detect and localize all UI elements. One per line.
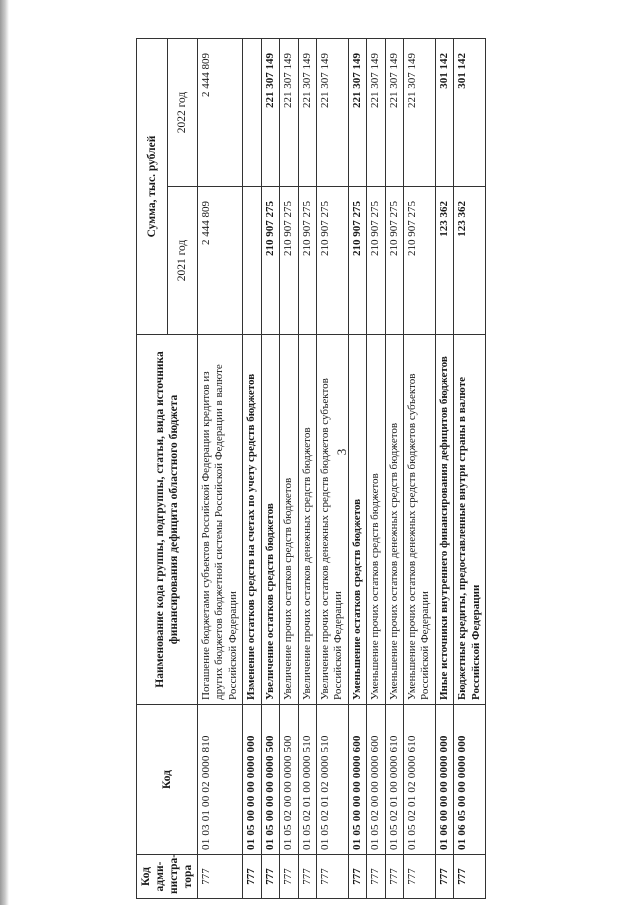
cell-name: Увеличение прочих остатков денежных средств бюджетов — [298, 335, 316, 705]
cell-name: Изменение остатков средств на счетах по учету средств бюджетов — [243, 335, 261, 705]
cell-2022: 221 307 149 — [280, 39, 298, 187]
cell-2021: 210 907 275 — [385, 187, 403, 335]
cell-2022: 301 142 — [435, 39, 453, 187]
table-row — [403, 39, 435, 899]
cell-admin-code: 777 — [261, 855, 279, 899]
header-admin-code: Код адми-нистра-тора — [137, 855, 198, 899]
cell-2021: 2 444 809 — [198, 187, 243, 335]
cell-name: Иные источники внутреннего финансирования дефицитов бюджетов — [435, 335, 453, 705]
cell-code: 01 05 02 01 00 0000 610 — [385, 705, 403, 855]
cell-code: 01 05 00 00 00 0000 000 — [243, 705, 261, 855]
header-name: Наименование кода группы, подгруппы, статьи, вида источника финансирования дефицита областного бюджета — [137, 335, 198, 705]
header-sum: Сумма, тыс. рублей — [137, 39, 168, 335]
cell-name: Увеличение прочих остатков средств бюджетов — [280, 335, 298, 705]
cell-admin-code: 777 — [348, 855, 366, 899]
cell-name: Уменьшение прочих остатков средств бюджетов — [367, 335, 385, 705]
cell-code: 01 05 02 01 02 0000 510 — [316, 705, 348, 855]
table-row — [261, 39, 279, 899]
cell-2021: 210 907 275 — [403, 187, 435, 335]
cell-admin-code: 777 — [367, 855, 385, 899]
table-row — [280, 39, 298, 899]
cell-2022: 2 444 809 — [198, 39, 243, 187]
cell-2021: 210 907 275 — [367, 187, 385, 335]
table-row — [454, 39, 486, 899]
header-code: Код — [137, 705, 198, 855]
table-row — [316, 39, 348, 899]
table-row — [298, 39, 316, 899]
scan-binding-edge — [0, 0, 9, 905]
cell-code: 01 03 01 00 02 0000 810 — [198, 705, 243, 855]
cell-2022: 221 307 149 — [348, 39, 366, 187]
table-row — [385, 39, 403, 899]
cell-name: Уменьшение прочих остатков денежных средств бюджетов — [385, 335, 403, 705]
cell-2022: 221 307 149 — [367, 39, 385, 187]
cell-admin-code: 777 — [403, 855, 435, 899]
financing-sources-table — [136, 38, 486, 899]
cell-code: 01 05 00 00 00 0000 500 — [261, 705, 279, 855]
header-year-2022: 2022 год — [167, 39, 198, 187]
cell-admin-code: 777 — [198, 855, 243, 899]
table-row — [367, 39, 385, 899]
cell-2021: 123 362 — [454, 187, 486, 335]
cell-2022: 221 307 149 — [316, 39, 348, 187]
cell-2021: 210 907 275 — [316, 187, 348, 335]
cell-admin-code: 777 — [454, 855, 486, 899]
table-row — [243, 39, 261, 899]
page-number: 3 — [334, 448, 349, 456]
cell-code: 01 06 00 00 00 0000 000 — [435, 705, 453, 855]
table-row — [435, 39, 453, 899]
cell-2021: 210 907 275 — [280, 187, 298, 335]
table-row — [348, 39, 366, 899]
cell-name: Увеличение прочих остатков денежных средств бюджетов субъектов Российской Федерации — [316, 335, 348, 705]
header-year-2021: 2021 год — [167, 187, 198, 335]
cell-2022: 221 307 149 — [261, 39, 279, 187]
cell-2021: 210 907 275 — [298, 187, 316, 335]
cell-code: 01 05 02 01 00 0000 510 — [298, 705, 316, 855]
cell-2021 — [243, 187, 261, 335]
cell-admin-code: 777 — [280, 855, 298, 899]
cell-2021: 123 362 — [435, 187, 453, 335]
cell-admin-code: 777 — [243, 855, 261, 899]
cell-name: Бюджетные кредиты, предоставленные внутри страны в валюте Российской Федерации — [454, 335, 486, 705]
cell-name: Уменьшение прочих остатков денежных средств бюджетов субъектов Российской Федерации — [403, 335, 435, 705]
cell-name: Погашение бюджетами субъектов Российской Федерации кредитов из других бюджетов бюджетной системы Российской Федерации в валюте Российской Федерации — [198, 335, 243, 705]
cell-code: 01 06 05 00 00 0000 000 — [454, 705, 486, 855]
cell-admin-code: 777 — [385, 855, 403, 899]
rotated-table-area — [136, 39, 622, 899]
cell-2021: 210 907 275 — [348, 187, 366, 335]
cell-code: 01 05 00 00 00 0000 600 — [348, 705, 366, 855]
cell-2021: 210 907 275 — [261, 187, 279, 335]
table-row — [198, 39, 243, 899]
cell-admin-code: 777 — [435, 855, 453, 899]
cell-name: Увеличение остатков средств бюджетов — [261, 335, 279, 705]
cell-2022: 221 307 149 — [385, 39, 403, 187]
cell-code: 01 05 02 00 00 0000 600 — [367, 705, 385, 855]
cell-2022 — [243, 39, 261, 187]
cell-admin-code: 777 — [298, 855, 316, 899]
cell-2022: 221 307 149 — [298, 39, 316, 187]
cell-code: 01 05 02 01 02 0000 610 — [403, 705, 435, 855]
cell-2022: 221 307 149 — [403, 39, 435, 187]
cell-admin-code: 777 — [316, 855, 348, 899]
cell-code: 01 05 02 00 00 0000 500 — [280, 705, 298, 855]
cell-name: Уменьшение остатков средств бюджетов — [348, 335, 366, 705]
cell-2022: 301 142 — [454, 39, 486, 187]
table-body — [198, 39, 486, 899]
